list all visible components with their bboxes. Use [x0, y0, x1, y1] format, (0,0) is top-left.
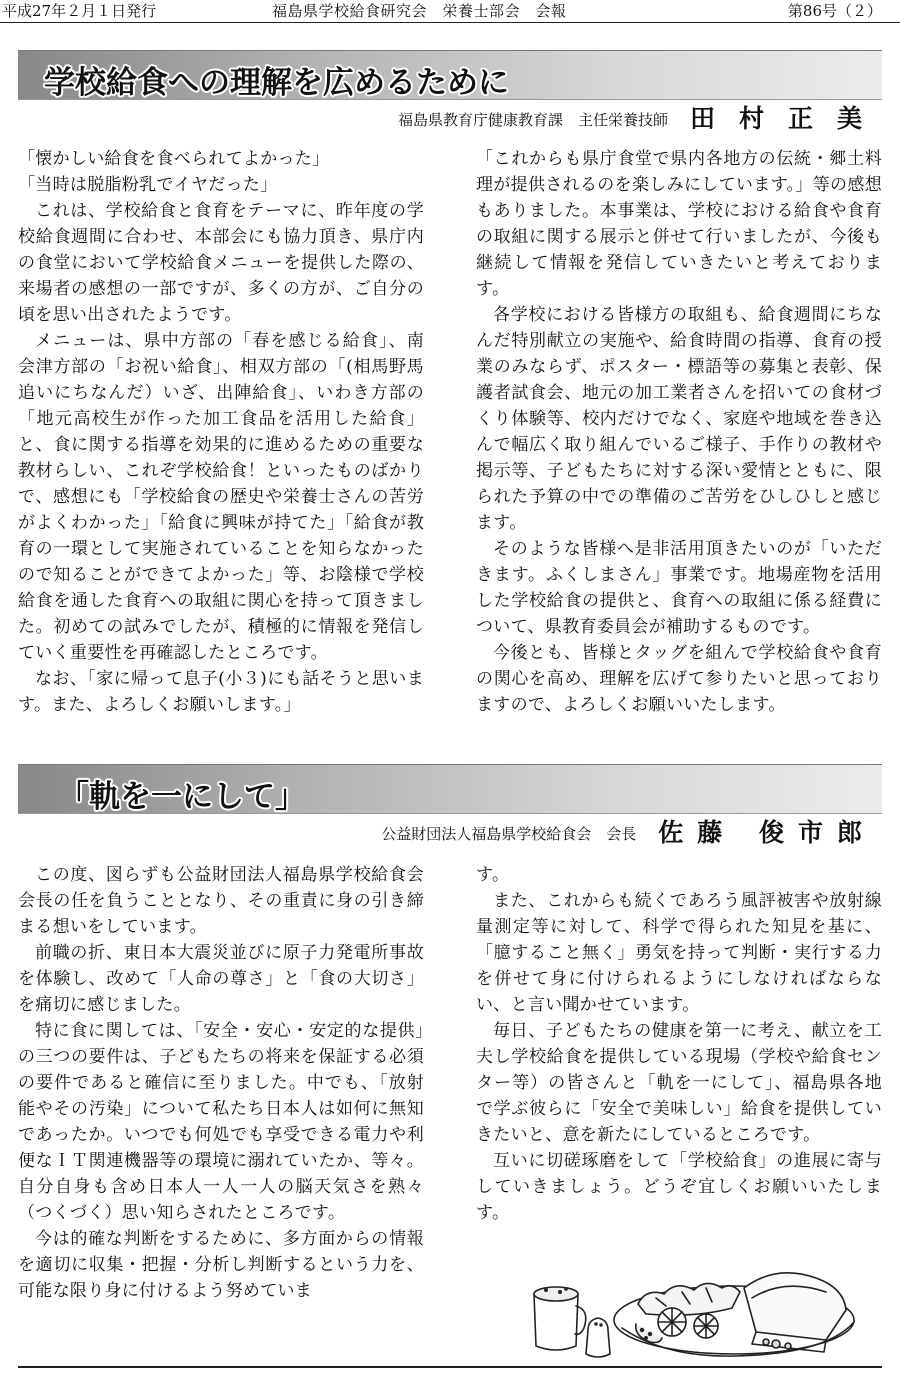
- article1-author: 田村正美: [689, 104, 886, 133]
- article1-paragraph: なお、「家に帰って息子(小３)にも話そうと思います。また、よろしくお願いします。」: [18, 669, 424, 715]
- article2-paragraph: この度、図らずも公益財団法人福島県学校給食会会長の任を負うこととなり、その重責に身の引き締まる想いをしています。: [18, 865, 424, 937]
- article1-paragraph: これは、学校給食と食育をテーマに、昨年度の学校給食週間に合わせ、本部会にも協力頂き、県庁内の食堂において学校給食メニューを提供した際の、来場者の感想の一部ですが、多くの方が、ご自分の頃を思い出されたようです。: [18, 201, 424, 325]
- article2-paragraph: 特に食に関しては、「安全・安心・安定的な提供」の三つの要件は、子どもたちの将来を保証する必須の要件であると確信に至りました。中でも、「放射能やその汚染」について私たち日本人は如何に無知であったか。いつでも何処でも享受できる電力や利便なＩＴ関連機器等の環境に溺れていたか、等々。自分自身も含め日本人一人一人の脳天気さを熟々（つくづく）思い知らされたところです。: [18, 1021, 424, 1223]
- article1-title-bar: [18, 50, 882, 100]
- issue-number: 第86号（２）: [787, 2, 882, 20]
- article2-paragraph: す。: [476, 865, 510, 885]
- article2-byline: [381, 818, 876, 849]
- article1-paragraph: 「懐かしい給食を食べられてよかった」: [18, 149, 330, 169]
- article2-paragraph: 前職の折、東日本大震災並びに原子力発電所事故を体験し、改めて「人命の尊さ」と「食の大切さ」を痛切に感じました。: [18, 943, 424, 1015]
- article2-paragraph: 毎日、子どもたちの健康を第一に考え、献立を工夫し学校給食を提供している現場（学校や給食センター等）の皆さんと「軌を一にして」、福島県各地で学ぶ彼らに「安全で美味しい」給食を提供していきたいと、意を新たにしているところです。: [476, 1021, 882, 1145]
- article2-author: 佐藤 俊市郎: [658, 818, 876, 847]
- page-bottom-rule: [18, 1366, 882, 1368]
- article2-left-column: [18, 862, 424, 1304]
- article2-affiliation: 公益財団法人福島県学校給食会 会長: [381, 825, 637, 843]
- article1-paragraph: そのような皆様へ是非活用頂きたいのが「いただきます。ふくしまさん」事業です。地場産物を活用した学校給食の提供と、食育への取組に係る経費について、県教育委員会が補助するものです。: [476, 539, 882, 637]
- issue-date: 平成27年２月１日発行: [2, 2, 157, 20]
- article1-byline: [397, 104, 886, 135]
- masthead: [0, 0, 900, 23]
- article1-paragraph: 今後とも、皆様とタッグを組んで学校給食や食育の関心を高め、理解を広げて参りたいと思っておりますので、よろしくお願いいたします。: [476, 643, 882, 715]
- newsletter-organization: 福島県学校給食研究会 栄養士部会 会報: [272, 2, 567, 20]
- article1-paragraph: メニューは、県中方部の「春を感じる給食」、南会津方部の「お祝い給食」、相双方部の「(相馬野馬追いにちなんだ）いざ、出陣給食」、いわき方部の「地元高校生が作った加工食品を活用した給食」と、食に関する指導を効果的に進めるための重要な教材らしい、これぞ学校給食！といったものばかりで、感想にも「学校給食の歴史や栄養士さんの苦労がよくわかった」「給食に興味が持てた」「給食が教育の一環として実施されていることを知らなかったので知ることができてよかった」等、お陰様で学校給食を通した食育への取組に関心を持って頂きました。初めての試みでしたが、積極的に情報を発信していく重要性を再確認したところです。: [18, 331, 424, 663]
- article1-paragraph: 「当時は脱脂粉乳でイヤだった」: [18, 175, 278, 195]
- article1-paragraph: 各学校における皆様方の取組も、給食週間にちなんだ特別献立の実施や、給食時間の指導、食育の授業のみならず、ポスター・標語等の募集と表彰、保護者試食会、地元の加工業者さんを招いての食材づくり体験等、校内だけでなく、家庭や地域を巻き込んで幅広く取り組んでいるご様子、手作りの教材や掲示等、子どもたちに対する深い愛情とともに、限られた予算の中での準備のご苦労をひしひしと感じます。: [476, 305, 882, 533]
- article2-paragraph: 互いに切磋琢磨をして「学校給食」の進展に寄与していきましょう。どうぞ宜しくお願いいたします。: [476, 1151, 882, 1223]
- article1-paragraph: 「これからも県庁食堂で県内各地方の伝統・郷土料理が提供されるのを楽しみにしています。」等の感想もありました。本事業は、学校における給食や食育の取組に関する展示と併せて行いましたが、今後も継続して情報を発信していきたいと考えております。: [476, 149, 882, 299]
- article2-title: 「軌を一にして」: [58, 779, 306, 815]
- article2-paragraph: また、これからも続くであろう風評被害や放射線量測定等に対して、科学で得られた知見を基に、「臆すること無く」勇気を持って判断・実行する力を併せて身に付けられるようにしなければならない、と言い聞かせています。: [476, 891, 882, 1015]
- article1-left-column: [18, 146, 424, 718]
- article1-right-column: [476, 146, 882, 718]
- article2-paragraph: 今は的確な判断をするために、多方面からの情報を適切に収集・把握・分析し判断するという力を、可能な限り身に付けるよう努めていま: [18, 1229, 424, 1301]
- article1-affiliation: 福島県教育庁健康教育課 主任栄養技師: [397, 111, 668, 129]
- school-lunch-tray-illustration: [526, 1258, 876, 1362]
- article2-right-column: [476, 862, 882, 1226]
- article1-title: 学校給食への理解を広めるために: [44, 65, 509, 101]
- article2-title-bar: [18, 764, 882, 814]
